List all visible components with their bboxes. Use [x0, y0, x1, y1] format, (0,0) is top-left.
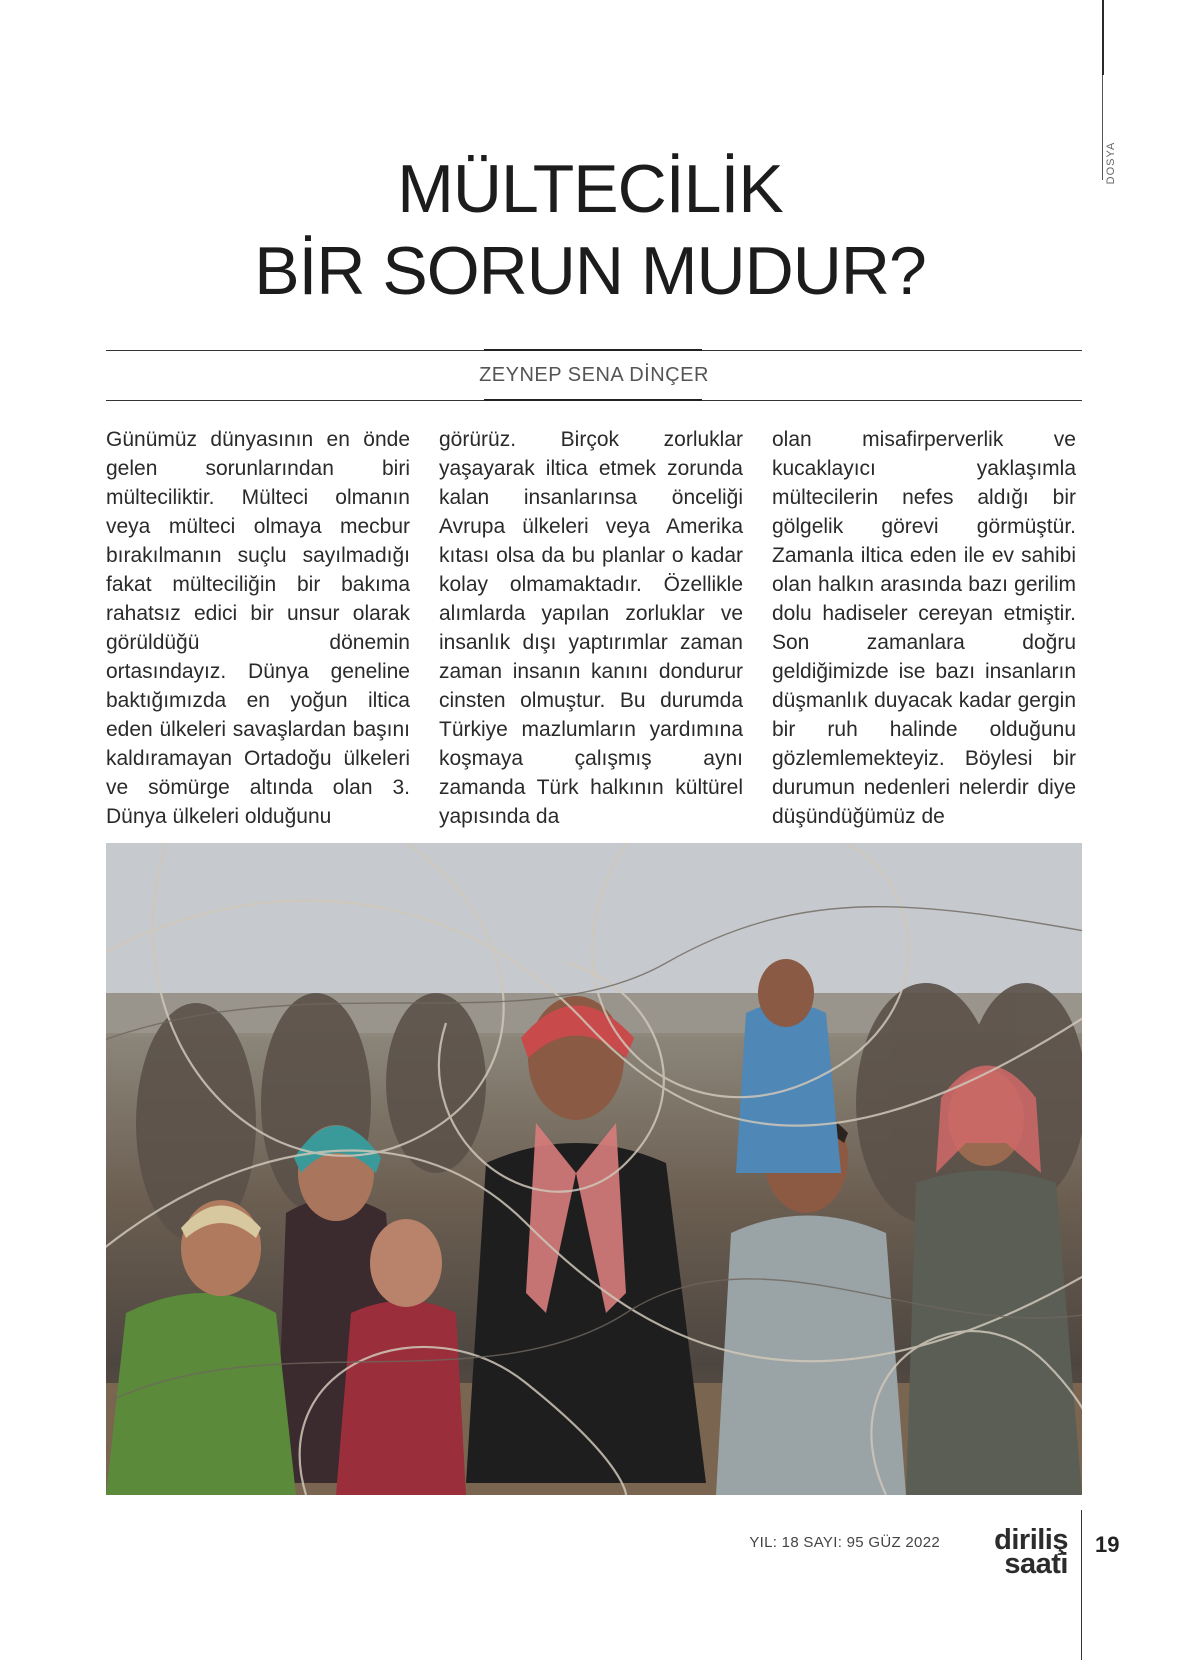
top-vertical-rule	[1102, 0, 1104, 75]
title-line-2: BİR SORUN MUDUR?	[254, 233, 926, 309]
magazine-logo	[964, 1524, 1068, 1580]
author-rule-bottom-accent	[484, 399, 702, 401]
author-name: ZEYNEP SENA DİNÇER	[479, 364, 709, 386]
central-figure	[466, 996, 706, 1483]
section-label: DOSYA	[1105, 141, 1117, 185]
body-column-2: görürüz. Birçok zorluklar yaşayarak iltica etmek zorunda kalan insanlarınsa önceliği Avrupa ülkeleri veya Amerika kıtası olsa da bu planlar o kadar kolay olmamaktadır. Özellikle alımlarda yapılan zorluklar ve insanlık dışı yaptırımlar zaman zaman insanın kanını dondurur cinsten olmuştur. Bu durumda Türkiye mazlumların yardımına koşmaya çalışmış aynı zamanda Türk halkının kültürel yapısında da	[439, 428, 743, 828]
footer-vertical-rule	[1081, 1510, 1082, 1660]
author-rule-top-accent	[484, 349, 702, 351]
article-body	[106, 425, 1082, 830]
refugees-photo	[106, 843, 1082, 1495]
logo-line-1: diriliş	[994, 1524, 1068, 1556]
page-number: 19	[1095, 1532, 1120, 1557]
body-column-3: olan misafirperverlik ve kucaklayıcı yaklaşımla mültecilerin nefes aldığı bir gölgelik görevi görmüştür. Zamanla iltica eden ile ev sahibi olan halkın arasında bazı gerilim dolu hadiseler cereyan etmiştir. Son zamanlara doğru geldiğimizde ise bazı insanların düşmanlık duyacak kadar gergin bir ruh halinde olduğunu gözlemlemekteyiz. Böylesi bir durumun nedenleri nelerdir diye düşündüğümüz de	[772, 428, 1076, 828]
article-title	[100, 148, 1080, 312]
section-vertical-rule	[1102, 75, 1103, 180]
refugees-photo-illustration	[106, 843, 1082, 1495]
title-line-1: MÜLTECİLİK	[397, 151, 783, 227]
body-column-1: Günümüz dünyasının en önde gelen sorunlarından biri mülteciliktir. Mülteci olmanın veya mülteci olmaya mecbur bırakılmanın suçlu sayılmadığı fakat mülteciliğin bir bakıma rahatsız edici bir unsur olarak görüldüğü dönemin ortasındayız. Dünya geneline baktığımızda en yoğun iltica eden ülkeleri savaşlardan başını kaldıramayan Ortadoğu ülkeleri ve sömürge altında olan 3. Dünya ülkeleri olduğunu	[106, 428, 410, 828]
logo-line-2: saati	[1004, 1548, 1068, 1580]
issue-info: YIL: 18 SAYI: 95 GÜZ 2022	[749, 1534, 940, 1551]
